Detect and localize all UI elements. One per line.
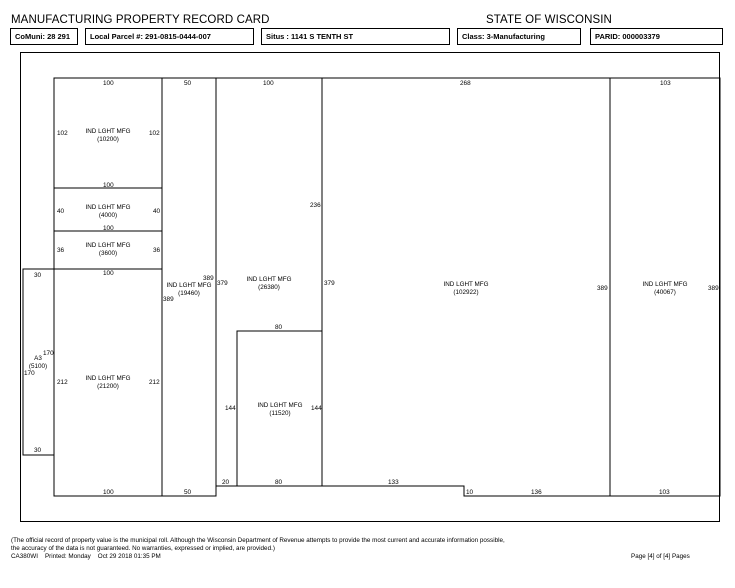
class-field: Class: 3-Manufacturing xyxy=(457,28,581,45)
section-label: IND LGHT MFG xyxy=(443,281,489,288)
dimension-label: 102 xyxy=(57,130,68,137)
section-area: (102922) xyxy=(453,289,479,296)
dimension-label: 40 xyxy=(57,208,65,215)
section-area: (26380) xyxy=(258,284,280,291)
section-area: (10200) xyxy=(97,136,119,143)
dimension-label: 144 xyxy=(225,405,236,412)
dimension-label: 389 xyxy=(708,285,719,292)
dimension-label: 379 xyxy=(217,280,228,287)
dimension-label: 170 xyxy=(24,370,35,377)
dimension-label: 36 xyxy=(153,247,161,254)
section-label: A3 xyxy=(34,355,42,362)
dimension-label: 102 xyxy=(149,130,160,137)
dimension-label: 389 xyxy=(203,275,214,282)
dimension-label: 80 xyxy=(275,479,283,486)
disclaimer-line-1: (The official record of property value is the municipal roll. Although the Wisconsin Department of Revenue attempts to provide the most current and accurate information possible, xyxy=(11,537,505,544)
dimension-label: 80 xyxy=(275,324,283,331)
dimension-label: 30 xyxy=(34,272,42,279)
parid-field: PARID: 000003379 xyxy=(590,28,723,45)
dimension-label: 136 xyxy=(531,489,542,496)
dimension-label: 100 xyxy=(103,489,114,496)
dimension-label: 133 xyxy=(388,479,399,486)
dimension-label: 40 xyxy=(153,208,161,215)
dimension-label: 100 xyxy=(103,270,114,277)
section-label: IND LGHT MFG xyxy=(85,375,131,382)
dimension-label: 50 xyxy=(184,80,192,87)
dimension-label: 36 xyxy=(57,247,65,254)
section-area: (5100) xyxy=(28,363,48,370)
section-area: (21200) xyxy=(97,383,119,390)
section-area: (11520) xyxy=(269,410,291,417)
dimension-label: 144 xyxy=(311,405,322,412)
dimension-label: 103 xyxy=(660,80,671,87)
section-area: (19460) xyxy=(178,290,200,297)
dimension-label: 170 xyxy=(43,350,54,357)
comuni-field: CoMuni: 28 291 xyxy=(10,28,78,45)
dimension-label: 100 xyxy=(103,225,114,232)
page-info: Page [4] of [4] Pages xyxy=(631,553,690,560)
dimension-label: 268 xyxy=(460,80,471,87)
situs-field: Situs : 1141 S TENTH ST xyxy=(261,28,450,45)
section-label: IND LGHT MFG xyxy=(85,242,131,249)
dimension-label: 30 xyxy=(34,447,42,454)
dimension-label: 389 xyxy=(597,285,608,292)
section-label: IND LGHT MFG xyxy=(85,204,131,211)
card-title: MANUFACTURING PROPERTY RECORD CARD xyxy=(11,14,270,26)
section-area: (4000) xyxy=(98,212,118,219)
dimension-label: 100 xyxy=(103,80,114,87)
section-label: IND LGHT MFG xyxy=(85,128,131,135)
section-area: (3600) xyxy=(98,250,118,257)
local-parcel-field: Local Parcel #: 291-0815-0444-007 xyxy=(85,28,254,45)
section-area: (40067) xyxy=(654,289,676,296)
dimension-label: 50 xyxy=(184,489,192,496)
dimension-label: 100 xyxy=(103,182,114,189)
state-title: STATE OF WISCONSIN xyxy=(486,14,612,26)
section-label: IND LGHT MFG xyxy=(257,402,303,409)
print-info: CA380WI Printed: Monday Oct 29 2018 01:35 PM xyxy=(11,553,161,560)
dimension-label: 10 xyxy=(466,489,474,496)
dimension-label: 103 xyxy=(659,489,670,496)
dimension-label: 389 xyxy=(163,296,174,303)
dimension-label: 20 xyxy=(222,479,230,486)
dimension-label: 379 xyxy=(324,280,335,287)
section-label: IND LGHT MFG xyxy=(166,282,212,289)
section-label: IND LGHT MFG xyxy=(642,281,688,288)
dimension-label: 100 xyxy=(263,80,274,87)
a3-outline xyxy=(23,269,54,455)
section-label: IND LGHT MFG xyxy=(246,276,292,283)
disclaimer-line-2: the accuracy of the data is not guaranteed. No warranties, expressed or implied, are provided.) xyxy=(11,545,275,552)
dimension-label: 236 xyxy=(310,202,321,209)
dimension-label: 212 xyxy=(149,379,160,386)
dimension-label: 212 xyxy=(57,379,68,386)
